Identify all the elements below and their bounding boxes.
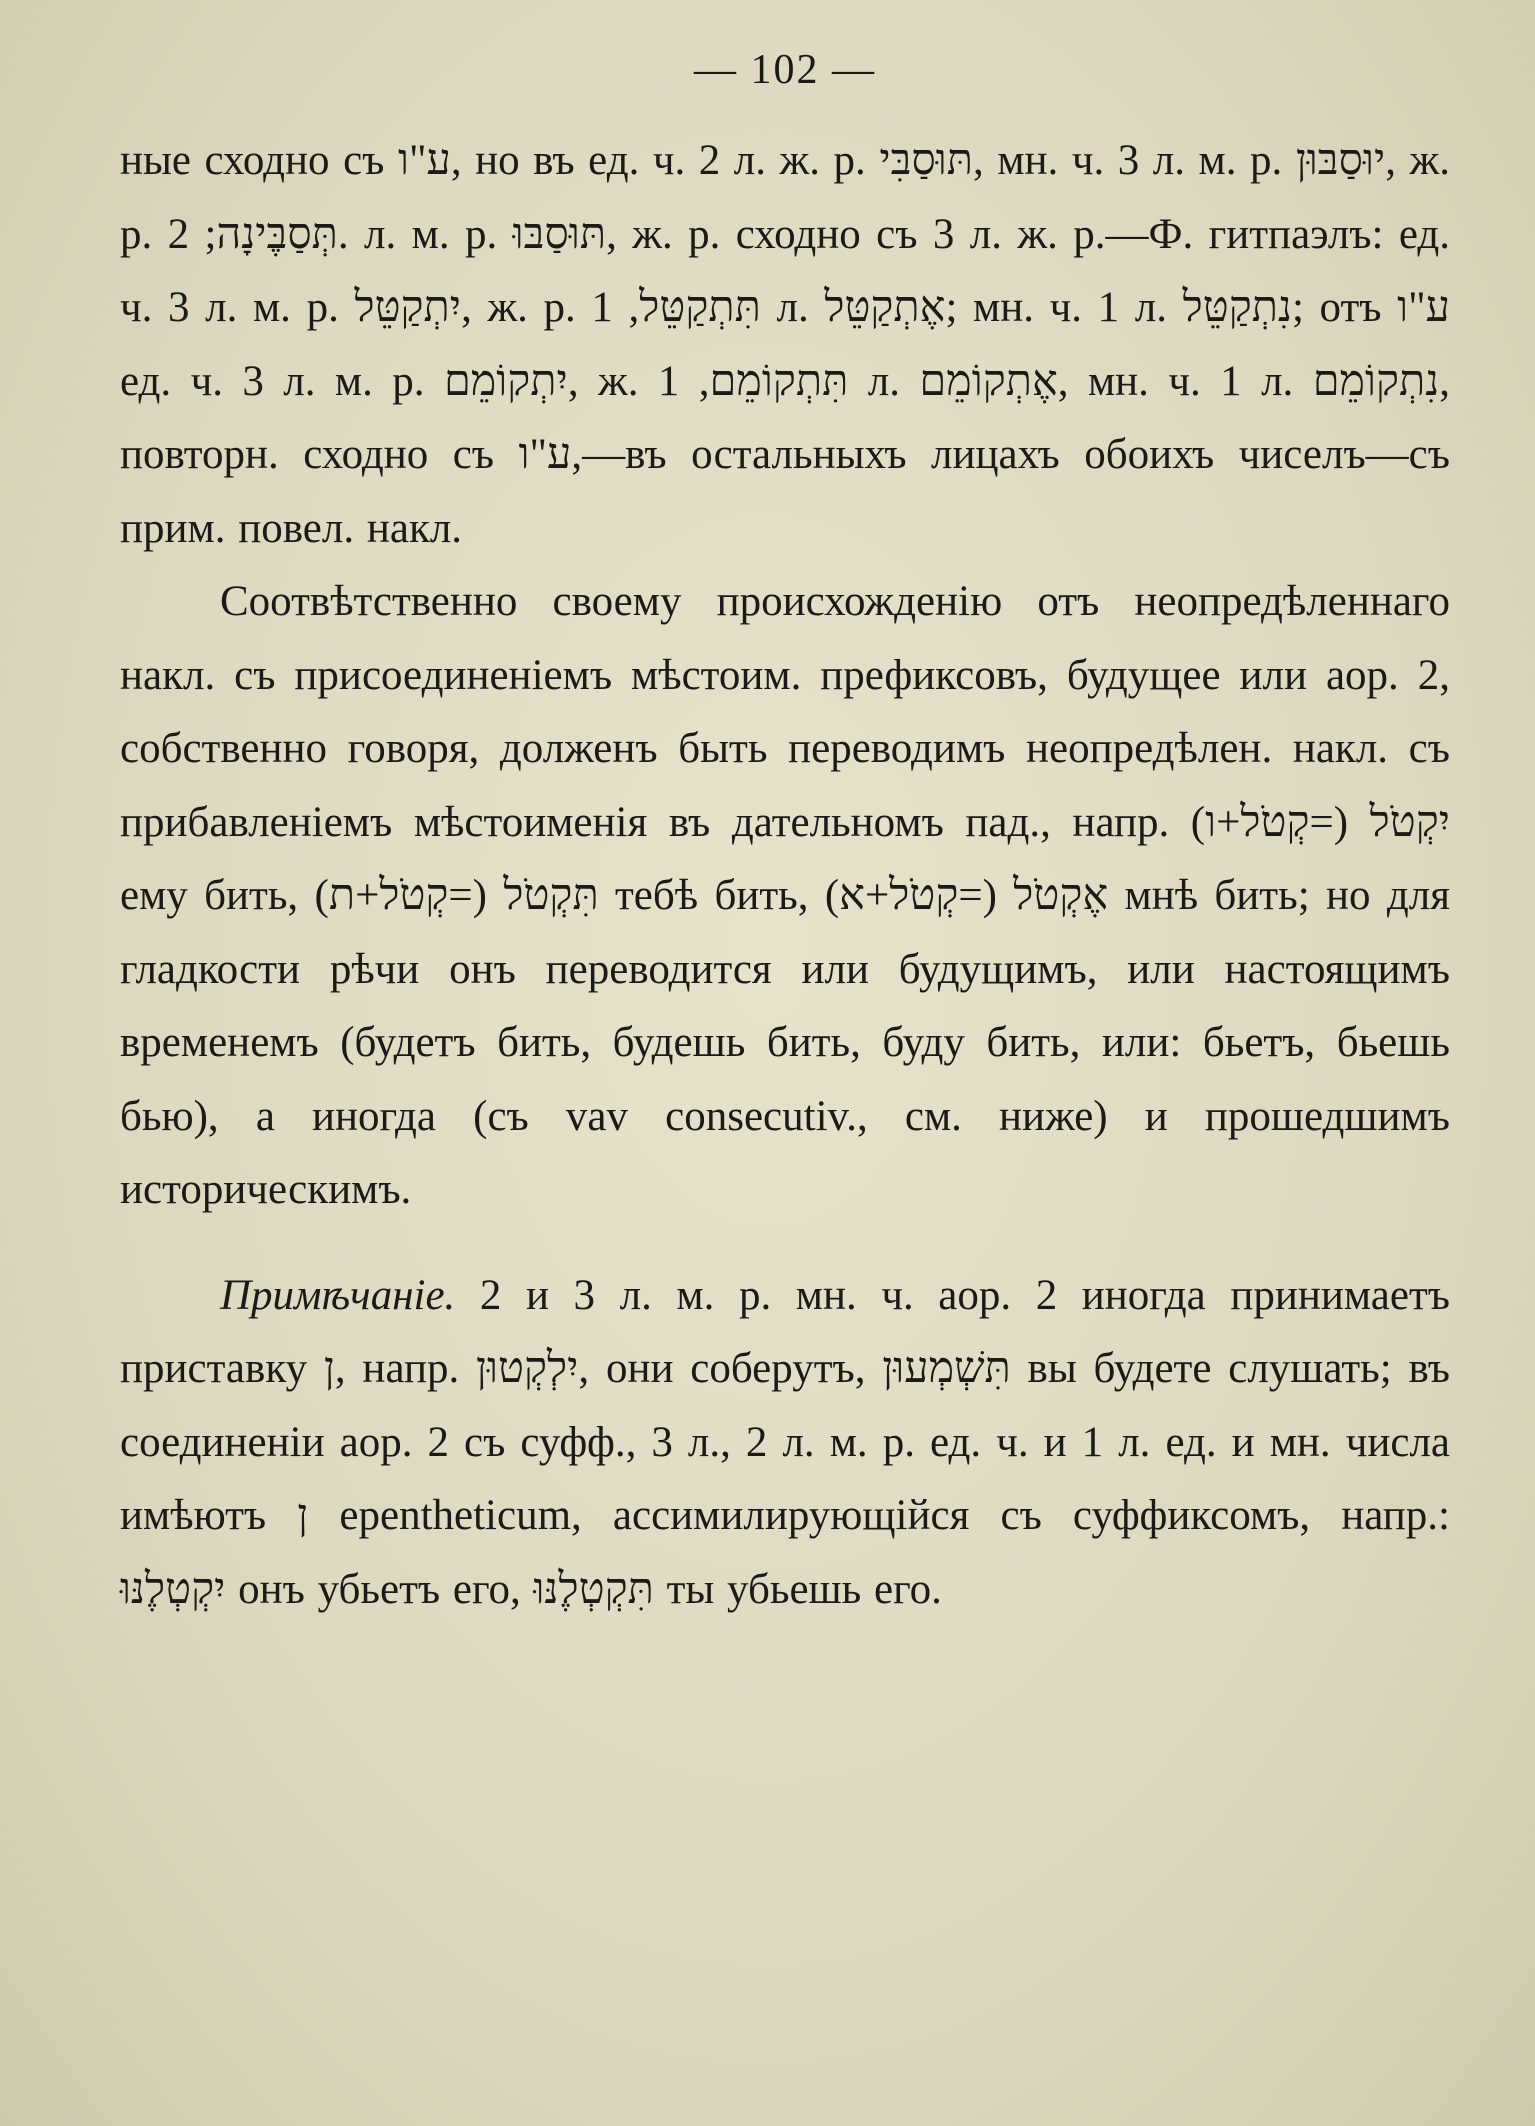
book-page	[120, 40, 1450, 2080]
note-paragraph	[120, 1259, 1450, 1627]
page-number: — 102 —	[694, 47, 876, 93]
paragraph-2: Соотвѣтственно своему происхожденію отъ неопредѣленнаго накл. съ присоединеніемъ мѣстоим. префиксовъ, будущее или аор. 2, собственно говоря, долженъ быть переводимъ неопредѣлен. накл. съ прибавленіемъ мѣстоименія въ дательномъ пад., напр. יִקְטֹל (=קְטֹל+ו) ему бить, תִּקְטֹל (=קְטֹל+ת) тебѣ бить, אֶקְטֹל (=קְטֹל+א) мнѣ бить; но для гладкости рѣчи онъ переводится или будущимъ, или настоящимъ временемъ (будетъ бить, будешь бить, буду бить, или: бьетъ, бьешь бью), а иногда (съ vav consecutiv., см. ниже) и прошедшимъ историческимъ.	[120, 578, 1450, 1213]
note-label: Примѣчаніе.	[220, 1271, 456, 1319]
note-text: 2 и 3 л. м. р. мн. ч. аор. 2 иногда принимаетъ приставку ן, напр. יִלְקְטוּן, они соберутъ, תִּשְׁמְעוּן вы будете слушать; въ соединеніи аор. 2 съ суфф., 3 л., 2 л. м. р. ед. ч. и 1 л. ед. и мн. числа имѣютъ ן epentheticum, ассимилирующійся съ суффиксомъ, напр.: יִקְטְלֶנּוּ онъ убьетъ его, תִּקְטְלֶנּוּ ты убьешь его.	[120, 1271, 1451, 1613]
paragraph-1: ные сходно съ ע"ו, но въ ед. ч. 2 л. ж. р. תּוּסַבִּי, мн. ч. 3 л. м. р. יוּסַבּוּן, ж. р. תְּסַבֶּינָה; 2. л. м. р. תּוּסַבּוּ, ж. р. сходно съ 3 л. ж. р.—Ф. гитпаэлъ: ед. ч. 3 л. м. р. יִתְקַטֵּל, ж. р. תִּתְקַטֵּל, 1 л. אֶתְקַטֵּל; мн. ч. 1 л. נִתְקַטֵּל; отъ ע"ו ед. ч. 3 л. м. р. יִתְקוֹמֵם, ж. תִּתְקוֹמֵם, 1 л. אֶתְקוֹמֵם, мн. ч. 1 л. נִתְקוֹמֵם, повторн. сходно съ ע"ו,—въ остальныхъ лицахъ обоихъ чиселъ—съ прим. повел. накл.	[120, 137, 1451, 552]
